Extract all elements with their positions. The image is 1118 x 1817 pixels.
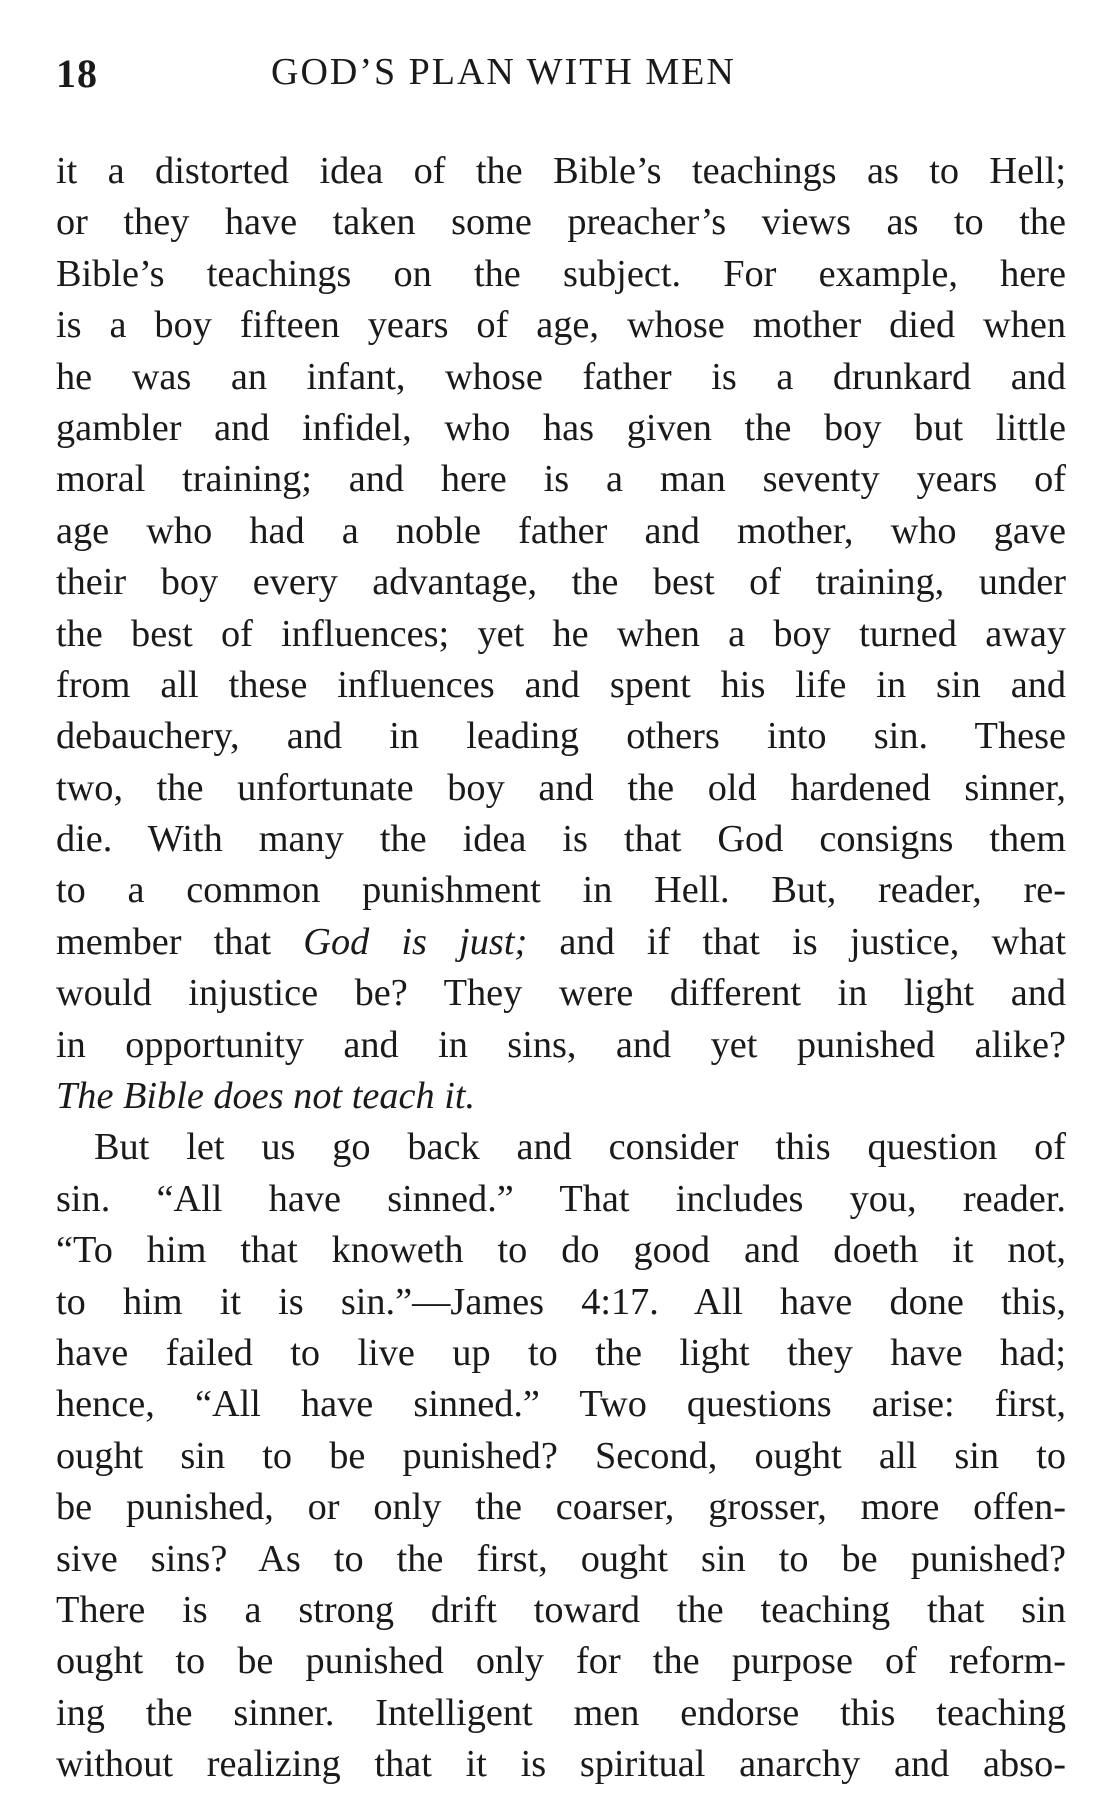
text-line-with-italic xyxy=(56,917,1066,968)
text-line: hence, “All have sinned.” Two questions arise: first, xyxy=(56,1383,1066,1426)
text-line: would injustice be? They were different in light and xyxy=(56,972,1066,1015)
text-line: ought sin to be punished? Second, ought all sin to xyxy=(56,1434,1066,1477)
text-line: ought to be punished only for the purpose of reform- xyxy=(56,1640,1066,1683)
text-line: debauchery, and in leading others into sin. These xyxy=(56,715,1066,758)
paragraph-2 xyxy=(56,1122,1066,1790)
text-run: member that xyxy=(56,920,304,963)
text-run: and if that is justice, what xyxy=(527,920,1066,963)
text-line: two, the unfortunate boy and the old hardened sinner, xyxy=(56,766,1066,809)
text-line: their boy every advantage, the best of training, under xyxy=(56,561,1066,604)
paragraph-1 xyxy=(56,146,1066,1122)
text-line: in opportunity and in sins, and yet punished alike? xyxy=(56,1023,1066,1066)
text-line: gambler and infidel, who has given the boy but little xyxy=(56,406,1066,449)
text-line: “To him that knoweth to do good and doeth it not, xyxy=(56,1229,1066,1272)
book-page xyxy=(56,40,1066,1791)
text-line: is a boy fifteen years of age, whose mother died when xyxy=(56,304,1066,347)
text-line: die. With many the idea is that God consigns them xyxy=(56,818,1066,861)
text-line: moral training; and here is a man seventy years of xyxy=(56,458,1066,501)
text-line: age who had a noble father and mother, who gave xyxy=(56,509,1066,552)
page-number: 18 xyxy=(56,51,98,96)
text-line: to a common punishment in Hell. But, reader, re- xyxy=(56,869,1066,912)
text-line: or they have taken some preacher’s views as to the xyxy=(56,201,1066,244)
text-line: to him it is sin.”—James 4:17. All have done this, xyxy=(56,1280,1066,1323)
italic-closing-line xyxy=(56,1071,1066,1122)
text-line: he was an infant, whose father is a drunkard and xyxy=(56,355,1066,398)
running-head xyxy=(56,40,1066,112)
text-line: sin. “All have sinned.” That includes you, reader. xyxy=(56,1177,1066,1220)
italic-phrase: God is just; xyxy=(303,920,528,963)
text-line: have failed to live up to the light they have had; xyxy=(56,1331,1066,1374)
text-line: But let us go back and consider this question of xyxy=(94,1126,1066,1169)
text-line: without realizing that it is spiritual anarchy and abso- xyxy=(56,1743,1066,1786)
text-line: it a distorted idea of the Bible’s teachings as to Hell; xyxy=(56,150,1066,192)
text-line: ing the sinner. Intelligent men endorse this teaching xyxy=(56,1691,1066,1734)
text-line: the best of influences; yet he when a boy turned away xyxy=(56,612,1066,655)
body-text xyxy=(56,146,1066,1791)
italic-sentence: The Bible does not teach it. xyxy=(56,1075,476,1118)
text-line: be punished, or only the coarser, grosser, more offen- xyxy=(56,1486,1066,1529)
text-line: sive sins? As to the first, ought sin to be punished? xyxy=(56,1537,1066,1580)
text-line: There is a strong drift toward the teaching that sin xyxy=(56,1588,1066,1631)
text-line: from all these influences and spent his life in sin and xyxy=(56,663,1066,706)
running-title: GOD’S PLAN WITH MEN xyxy=(271,51,736,93)
text-line: Bible’s teachings on the subject. For example, here xyxy=(56,252,1066,295)
